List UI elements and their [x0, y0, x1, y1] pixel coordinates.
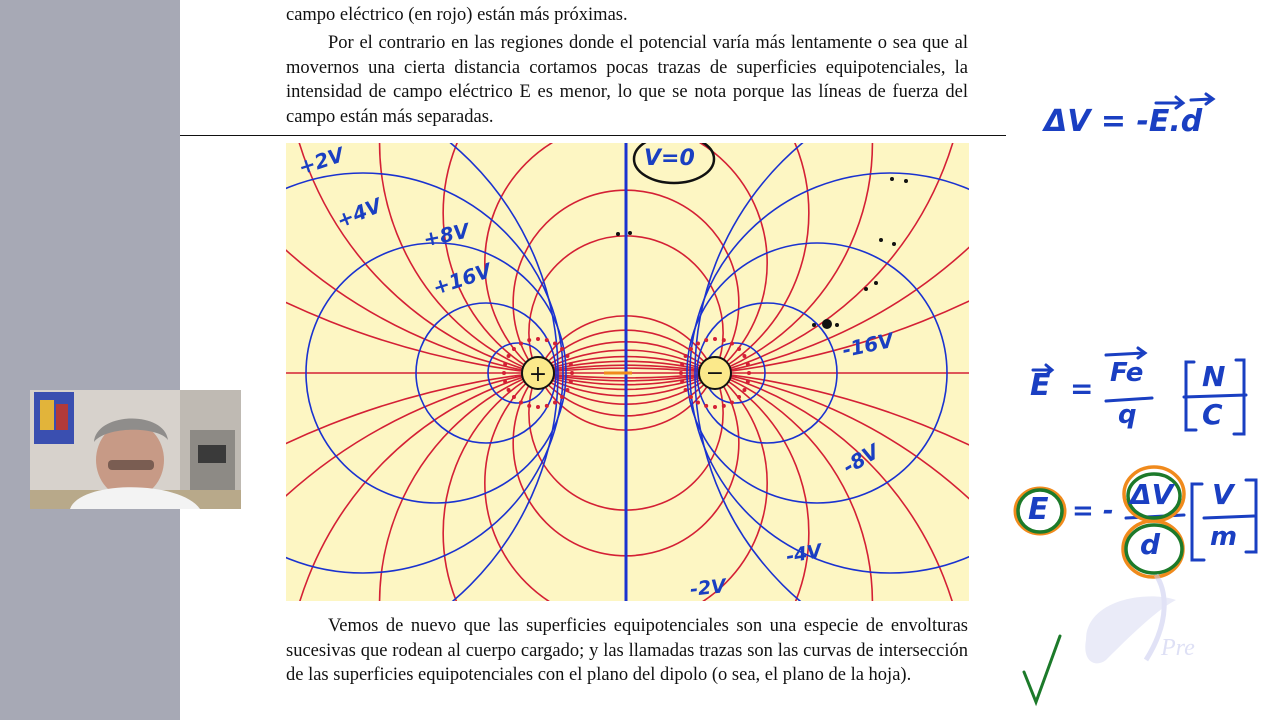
- paragraph-1-tail: campo eléctrico (en rojo) están más próximas.: [286, 5, 628, 25]
- eq2-denominator: q: [1118, 400, 1137, 430]
- minus-16v-label: -16V: [840, 327, 896, 363]
- equation-delta-v: ΔV = -E.d: [1044, 104, 1203, 139]
- minus-4v-label: -4V: [784, 540, 824, 568]
- svg-text:Pre: Pre: [1161, 635, 1195, 661]
- minus-8v-label: -8V: [838, 439, 884, 479]
- charges-layer: [286, 143, 969, 601]
- eq2-equals: =: [1070, 372, 1094, 405]
- eq2-unit-c: C: [1202, 398, 1223, 431]
- eq3-numerator: ΔV: [1130, 478, 1174, 511]
- minus-2v-label: -2V: [688, 575, 727, 601]
- fpre-watermark-logo: [1085, 575, 1195, 663]
- eq3-unit-m: m: [1210, 522, 1238, 552]
- positive-charge: [522, 357, 554, 389]
- paragraph-2: Por el contrario en las regiones donde el potencial varía más lentamente o sea que al movernos una cierta distancia cortamos pocas trazas de superficies equipotenciales, la intensidad de campo eléctrico E es menor, lo que se nota porque las líneas de fuerza del campo están más separadas.: [286, 33, 968, 127]
- presenter-video: [30, 390, 241, 509]
- eq2-e: E: [1030, 368, 1051, 403]
- negative-charge-symbol: −: [705, 361, 725, 386]
- notes-panel: [1006, 0, 1280, 720]
- eq2-unit-n: N: [1202, 360, 1226, 393]
- paragraph-3: Vemos de nuevo que las superficies equipotenciales son una especie de envolturas sucesivas que rodean al cuerpo cargado; y las llamadas trazas son las curvas de intersección de las superficies equipotenciales con el plano del dipolo (o sea, el plano de la hoja).: [286, 616, 968, 685]
- plus-8v-label: +8V: [421, 218, 472, 252]
- webcam-overlay: [30, 390, 241, 509]
- v-zero-label: V=0: [644, 146, 695, 171]
- plus-2v-label: +2V: [295, 142, 347, 180]
- dipole-figure: [286, 143, 969, 601]
- eq3-equals-minus: = -: [1072, 496, 1114, 526]
- plus-4v-label: +4V: [333, 193, 385, 233]
- positive-charge-symbol: +: [528, 362, 548, 387]
- eq3-e: E: [1028, 492, 1049, 527]
- section-rule: [180, 135, 1006, 136]
- plus-16v-label: +16V: [429, 258, 495, 300]
- negative-charge: [699, 357, 731, 389]
- eq3-unit-v: V: [1212, 478, 1234, 511]
- eq3-denominator: d: [1140, 528, 1161, 561]
- ink-dots: [616, 177, 908, 329]
- eq2-numerator: Fe: [1110, 358, 1144, 388]
- green-check-icon: [1024, 636, 1060, 702]
- left-margin: [0, 0, 180, 720]
